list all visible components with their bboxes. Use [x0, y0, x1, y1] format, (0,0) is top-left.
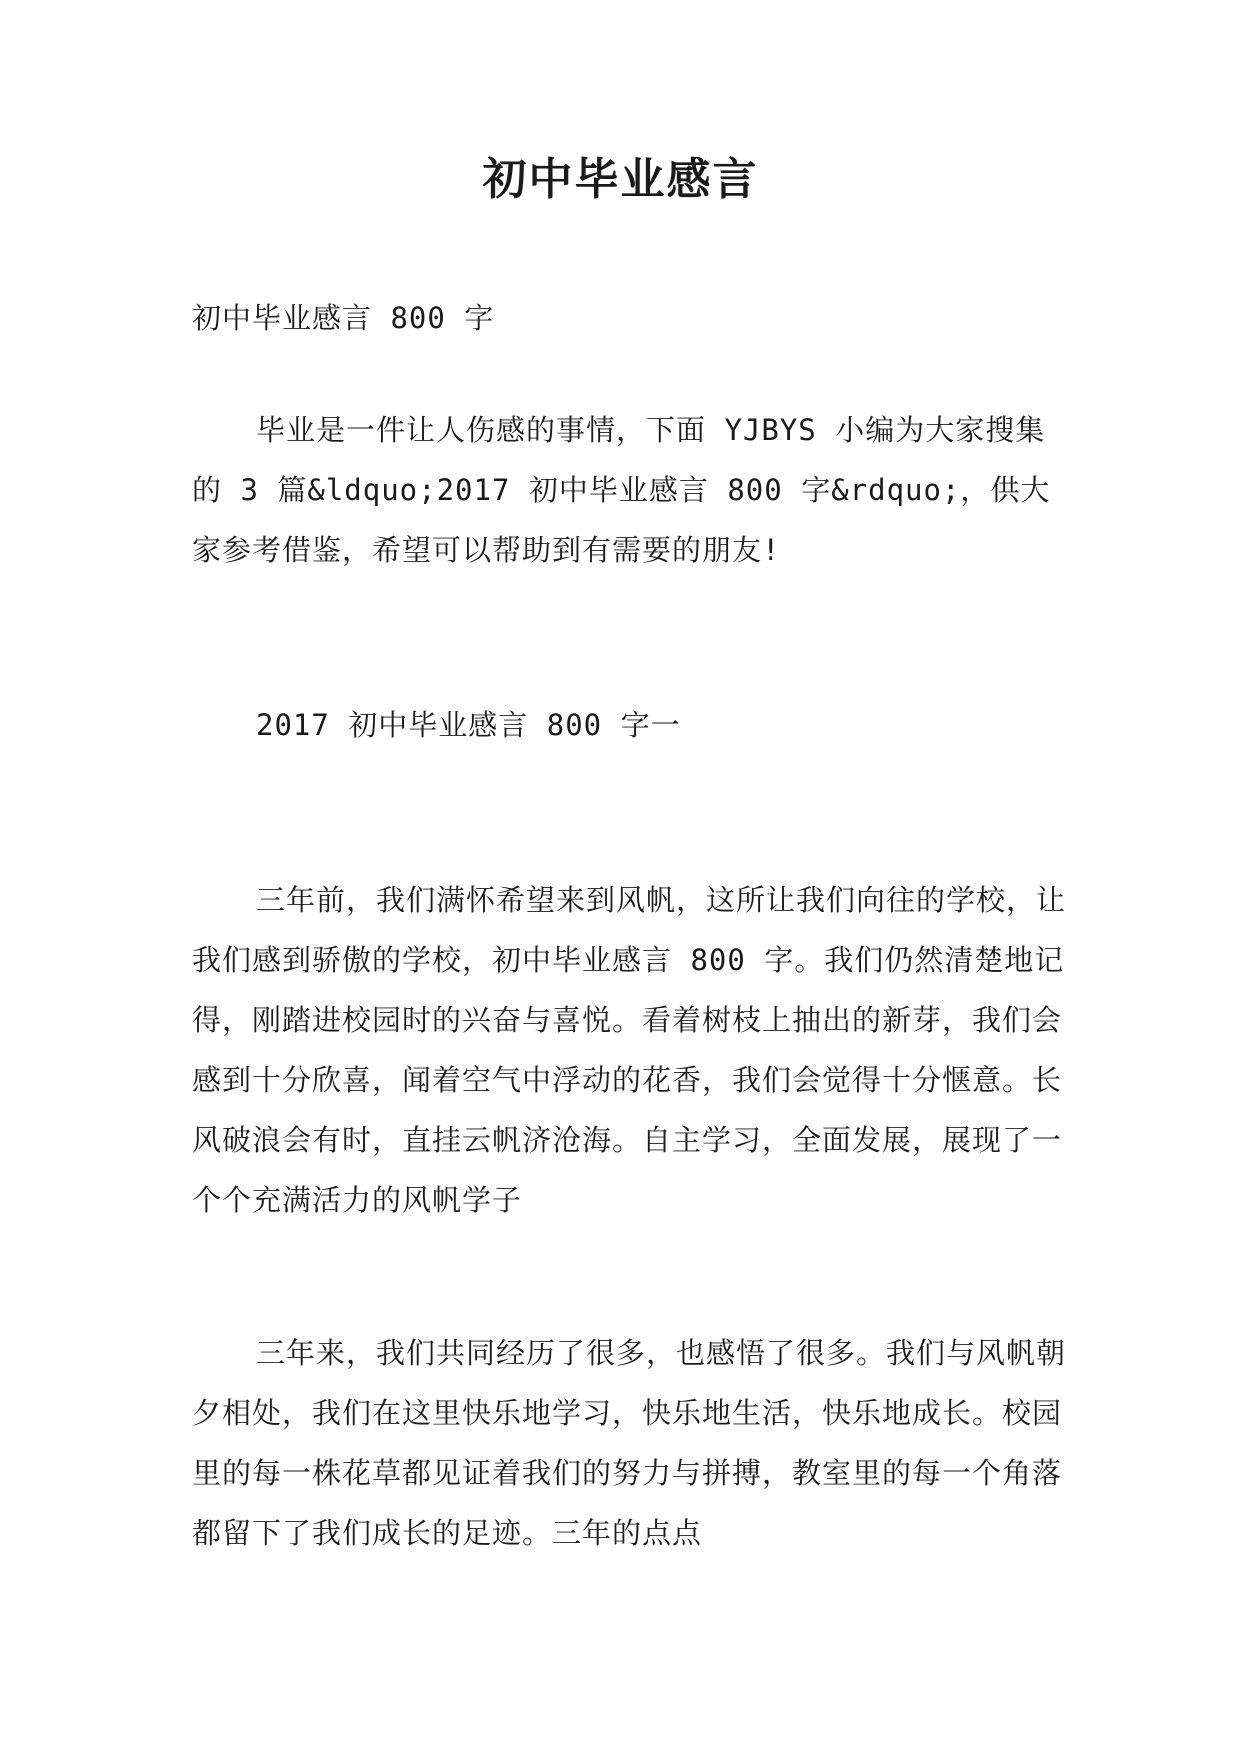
body-paragraph-2: 三年来，我们共同经历了很多，也感悟了很多。我们与风帆朝夕相处，我们在这里快乐地学习，快乐地生活，快乐地成长。校园里的每一株花草都见证着我们的努力与拼搏，教室里的每一个角落都留下了我们成长的足迹。三年的点点 [192, 1336, 1067, 1550]
document-subtitle: 初中毕业感言 800 字 [192, 301, 495, 335]
body-paragraph-1: 三年前，我们满怀希望来到风帆，这所让我们向往的学校，让我们感到骄傲的学校，初中毕业感言 800 字。我们仍然清楚地记得，刚踏进校园时的兴奋与喜悦。看着树枝上抽出的新芽，我们会感到十分欣喜，闻着空气中浮动的花香，我们会觉得十分惬意。长风破浪会有时，直挂云帆济沧海。自主学习，全面发展，展现了一个个充满活力的风帆学子 [192, 883, 1067, 1217]
intro-paragraph: 毕业是一件让人伤感的事情，下面 YJBYS 小编为大家搜集的 3 篇&ldquo;2017 初中毕业感言 800 字&rdquo;，供大家参考借鉴，希望可以帮助到有需要的朋友! [192, 413, 1051, 567]
section-heading: 2017 初中毕业感言 800 字一 [256, 708, 681, 742]
document-title: 初中毕业感言 [482, 154, 759, 205]
